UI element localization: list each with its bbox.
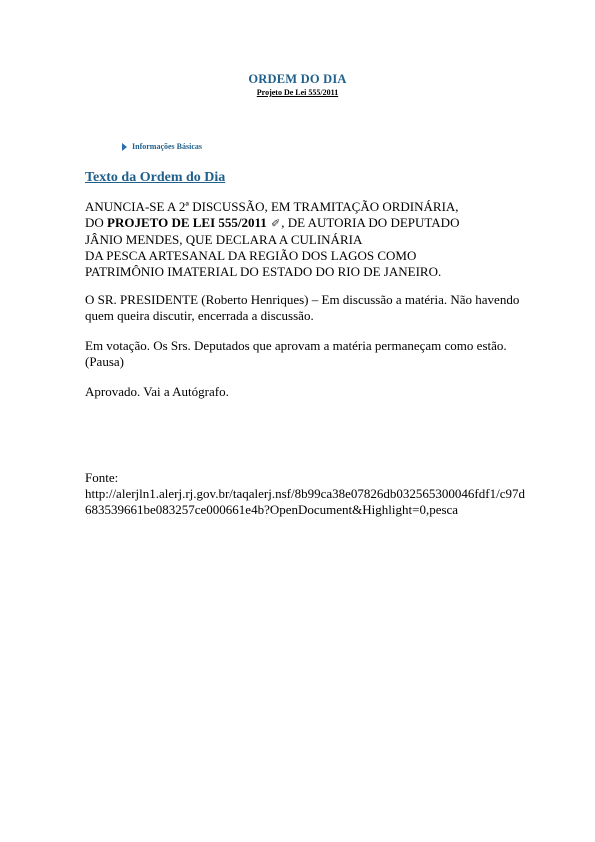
page-title: ORDEM DO DIA xyxy=(248,72,347,86)
announcement-line: PATRIMÔNIO IMATERIAL DO ESTADO DO RIO DE JANEIRO. xyxy=(85,264,442,279)
paragraph-discussion: O SR. PRESIDENTE (Roberto Henriques) – Em discussão a matéria. Não havendo quem queira discutir, encerrada a discussão. xyxy=(85,292,520,323)
section-heading[interactable]: Texto da Ordem do Dia xyxy=(85,170,226,185)
document-link-icon[interactable]: ✐ xyxy=(271,218,281,230)
paragraph-approved: Aprovado. Vai a Autógrafo. xyxy=(85,384,229,399)
announcement-prefix: DO xyxy=(85,215,108,230)
page-subtitle: Projeto De Lei 555/2011 xyxy=(256,88,339,97)
basic-info-label: Informações Básicas xyxy=(132,142,202,151)
basic-info-link[interactable] xyxy=(122,142,202,151)
paragraph-vote: Em votação. Os Srs. Deputados que aprovam a matéria permaneçam como estão. (Pausa) xyxy=(85,338,507,369)
announcement-suffix: , DE AUTORIA DO DEPUTADO xyxy=(281,215,460,230)
source-label: Fonte: xyxy=(85,470,119,485)
announcement-line: DA PESCA ARTESANAL DA REGIÃO DOS LAGOS COMO xyxy=(85,248,417,263)
announcement-line-bill xyxy=(85,215,525,232)
announcement-line: JÂNIO MENDES, QUE DECLARA A CULINÁRIA xyxy=(85,232,363,247)
bill-reference[interactable]: PROJETO DE LEI 555/2011 xyxy=(107,215,267,230)
source-url[interactable]: http://alerjln1.alerj.rj.gov.br/taqalerj.nsf/8b99ca38e07826db032565300046fdf1/c97d683539661be083257ce000661e4b?OpenDocument&Highlight=0,pesca xyxy=(85,486,525,517)
arrow-right-icon xyxy=(122,143,127,151)
announcement-line: ANUNCIA-SE A 2ª DISCUSSÃO, EM TRAMITAÇÃO ORDINÁRIA, xyxy=(85,199,459,214)
source-block xyxy=(85,470,525,518)
announcement-block xyxy=(85,199,525,280)
